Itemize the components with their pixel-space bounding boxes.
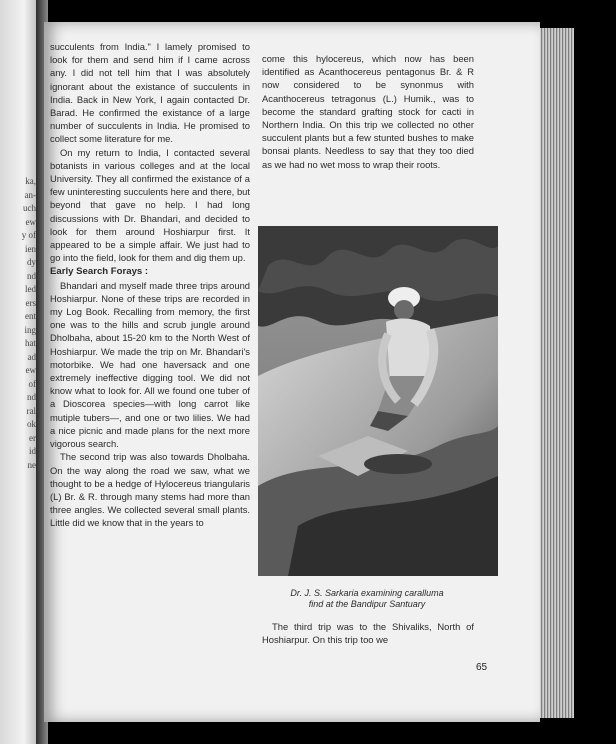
left-page-fragment: nd [27,270,36,281]
page-stack-edges [540,28,574,718]
left-page-fragment: ing [24,324,36,335]
left-page-fragment: ok [27,419,36,429]
caption-line-2: find at the Bandipur Santuary [308,599,426,609]
left-page-fragment: led [25,284,36,294]
page-number: 65 [476,662,488,673]
photograph [258,226,498,576]
left-page-fragment: of [28,378,36,389]
paragraph-2: On my return to India, I contacted several botanists in various colleges and at the local University. They all confirmed the existance of a few uninteresting succulents here and there, but beyond that gave no help. I had long discussions with Dr. Bhandari, and decided to look for them around Hoshiarpur first. It appeared to be a simple affair. We just had to go into the field, look for them and dig them up. [50,146,250,264]
left-page-fragment: ien [25,243,36,254]
left-page-fragment: ne [27,459,36,470]
paragraph-right-1: come this hylocereus, which now has been identified as Acanthocereus pentagonus Br. & R now considered to be synonmus with Acanthocereus tetragonus (L.) Humik., was to become the standard grafting stock for cacti in Northern India. On this trip we collected no other succulent plants but a few stunted bushes to make bonsai plants. Needless to say that they too died as we had no wet moss to wrap their roots. [262,53,474,170]
paragraph-1: succulents from India." I lamely promised to look for them and send him if I came across any. I did not tell him that I was absolutely ignorant about the existance of succulents in India. Back in New York, I again contacted Dr. Barad. He confirmed the existance of a large number of succulents in India. He promised to collect some literature for me. [50,41,250,145]
left-page-text-fragments [2,175,36,472]
left-page-fragment: uch [23,203,36,213]
left-page-fragment: dy [27,257,36,267]
left-page-fragment: ers [25,297,36,308]
right-text-column [262,52,474,171]
left-page-edge [0,0,40,744]
right-text-column-bottom [262,620,474,646]
paragraph-4: The second trip was also towards Dholbaha. On the way along the road we saw, what we thought to be a hedge of Hylocereus triangularis (L) Br. & R. through many stems had more than three angles. We collected several small plants. Little did we know that in the years to [50,451,250,529]
paragraph-3: Bhandari and myself made three trips around Hoshiarpur. None of these trips are recorded in my Log Book. Recalling from memory, the first one was to the hills and scrub jungle around Dholbaha, about 15-20 km to the North West of Hoshiarpur. We made the trip on Mr. Bhandari's motorbike. We had one haversack and one extremely ineffective digging tool. We did not know what to look for. All we found one tuber of a Dioscorea species—with long carrot like mutiple tubers—, and one or two lilies. We had a nice picnic and made plans for the next more vigorous search. [50,279,250,450]
left-page-fragment: ent [25,311,36,321]
left-page-fragment: er [29,432,36,443]
left-page-fragment: hat [25,338,36,348]
left-page-fragment: ad [27,351,36,362]
left-page-fragment: ew [25,365,36,375]
left-page-fragment: ka, [25,176,36,186]
photograph-icon [258,226,498,576]
left-text-column [50,40,250,530]
left-page-fragment: ral [26,405,36,416]
left-page-fragment: id [28,446,36,456]
left-page-fragment: nd [27,392,36,402]
left-page-fragment: y of [21,230,36,240]
left-page-fragment: ew [25,216,36,227]
caption-line-1: Dr. J. S. Sarkaria examining caralluma [290,588,444,598]
photo-caption [262,588,472,610]
paragraph-right-2: The third trip was to the Shivaliks, North of Hoshiarpur. On this trip too we [262,621,474,646]
left-page-fragment: an- [24,189,36,200]
section-heading: Early Search Forays : [50,266,149,278]
